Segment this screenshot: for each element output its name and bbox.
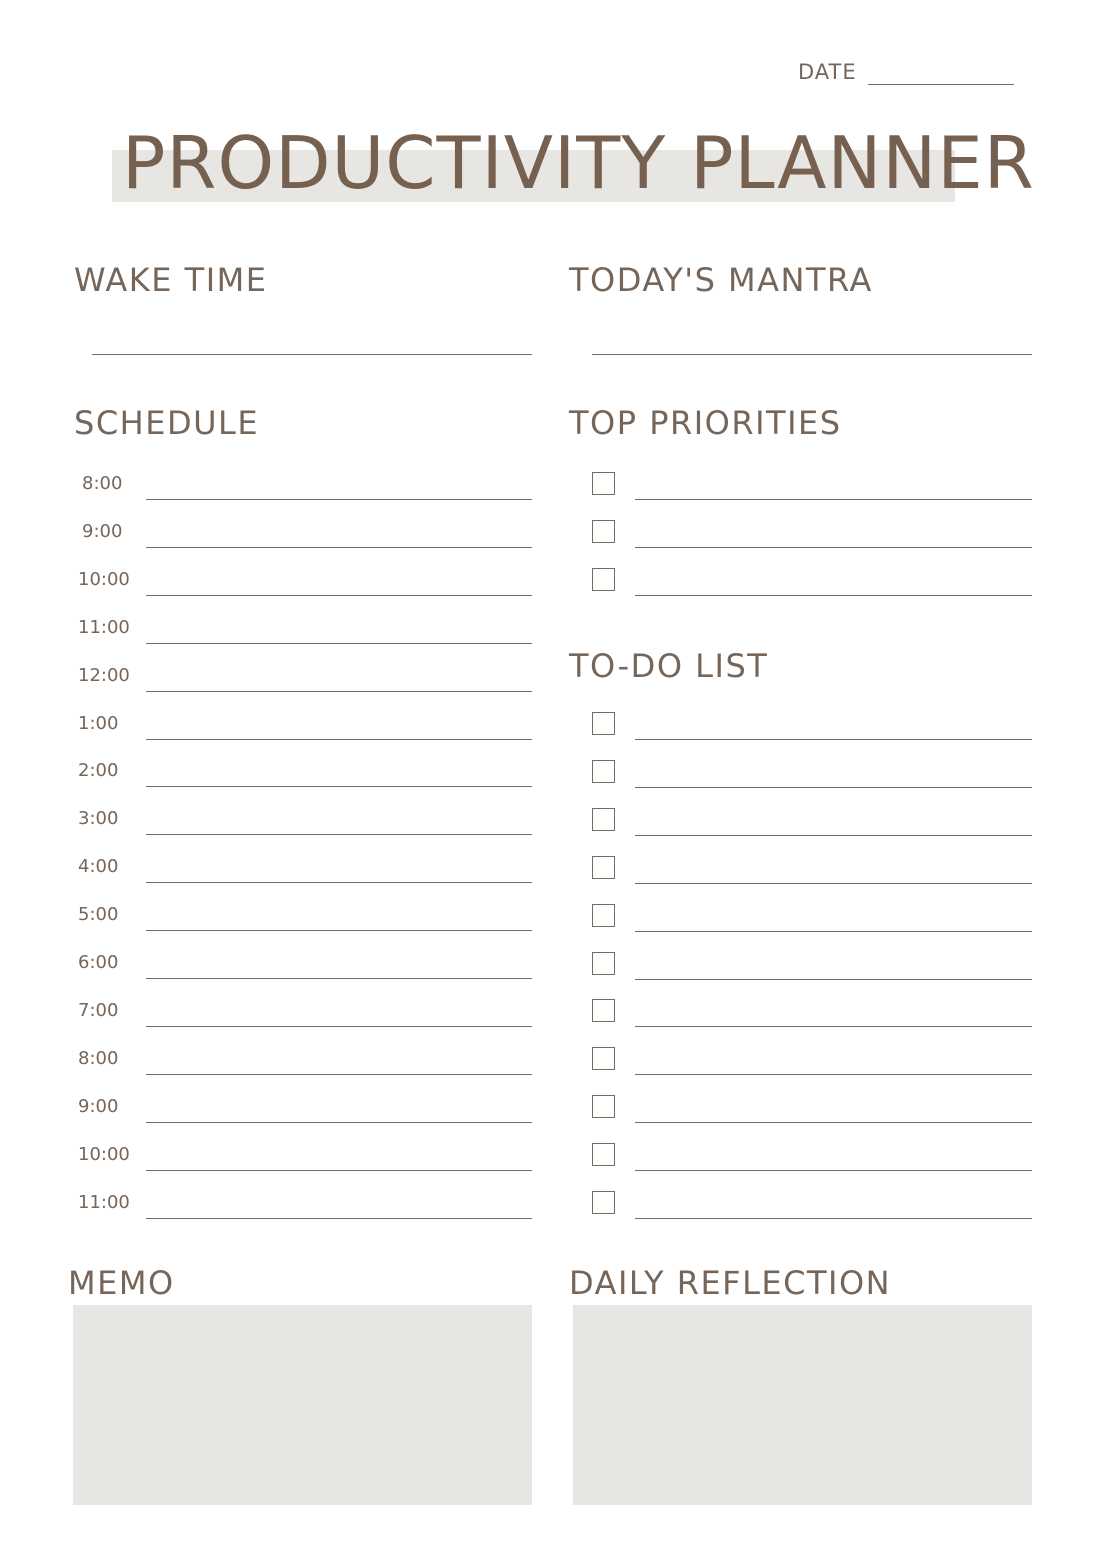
schedule-entry-line[interactable] [146,930,532,931]
todo-entry-line[interactable] [635,1170,1032,1171]
schedule-time: 10:00 [78,568,130,590]
todo-checkbox[interactable] [592,904,615,927]
schedule-entry-line[interactable] [146,1218,532,1219]
top-priorities-heading: TOP PRIORITIES [569,404,842,442]
todo-checkbox[interactable] [592,1047,615,1070]
date-field[interactable] [868,84,1014,85]
schedule-entry-line[interactable] [146,786,532,787]
schedule-time: 2:00 [78,760,119,782]
wake-time-heading: WAKE TIME [74,261,268,299]
todo-checkbox[interactable] [592,1143,615,1166]
schedule-entry-line[interactable] [146,499,532,500]
todays-mantra-heading: TODAY'S MANTRA [569,261,873,299]
priority-entry-line[interactable] [635,499,1032,500]
schedule-time: 8:00 [82,473,123,494]
schedule-entry-line[interactable] [146,739,532,740]
schedule-time: 5:00 [78,904,119,926]
daily-reflection-box[interactable] [573,1305,1032,1505]
schedule-time: 4:00 [78,856,119,878]
todo-checkbox[interactable] [592,760,615,783]
daily-reflection-heading: DAILY REFLECTION [569,1264,892,1302]
schedule-time: 9:00 [78,1095,119,1117]
priority-checkbox[interactable] [592,472,615,495]
todo-entry-line[interactable] [635,1074,1032,1075]
todo-entry-line[interactable] [635,883,1032,884]
todo-entry-line[interactable] [635,931,1032,932]
todo-checkbox[interactable] [592,856,615,879]
schedule-entry-line[interactable] [146,978,532,979]
schedule-time: 11:00 [78,616,130,638]
schedule-entry-line[interactable] [146,834,532,835]
schedule-entry-line[interactable] [146,882,532,883]
memo-box[interactable] [73,1305,532,1505]
todo-list-heading: TO-DO LIST [569,647,769,685]
schedule-time: 12:00 [78,664,130,686]
todo-entry-line[interactable] [635,835,1032,836]
schedule-entry-line[interactable] [146,1170,532,1171]
todo-checkbox[interactable] [592,712,615,735]
schedule-time: 9:00 [82,520,123,542]
priority-entry-line[interactable] [635,547,1032,548]
todo-checkbox[interactable] [592,1095,615,1118]
todo-entry-line[interactable] [635,739,1032,740]
todays-mantra-field[interactable] [592,354,1032,355]
todo-checkbox[interactable] [592,1191,615,1214]
todo-entry-line[interactable] [635,1026,1032,1027]
schedule-entry-line[interactable] [146,1122,532,1123]
schedule-entry-line[interactable] [146,691,532,692]
schedule-entry-line[interactable] [146,643,532,644]
priority-checkbox[interactable] [592,520,615,543]
schedule-entry-line[interactable] [146,1026,532,1027]
schedule-entry-line[interactable] [146,547,532,548]
schedule-time: 8:00 [78,1047,119,1069]
wake-time-field[interactable] [92,354,532,355]
priority-entry-line[interactable] [635,595,1032,596]
memo-heading: MEMO [68,1264,175,1302]
page-title: PRODUCTIVITY PLANNER [122,121,1035,205]
schedule-entry-line[interactable] [146,595,532,596]
todo-entry-line[interactable] [635,1122,1032,1123]
todo-checkbox[interactable] [592,952,615,975]
schedule-time: 6:00 [78,952,119,973]
date-label: DATE [798,60,857,84]
schedule-time: 3:00 [78,808,119,830]
schedule-time: 10:00 [78,1143,130,1165]
schedule-time: 1:00 [78,712,119,734]
todo-checkbox[interactable] [592,999,615,1022]
todo-entry-line[interactable] [635,1218,1032,1219]
todo-entry-line[interactable] [635,787,1032,788]
schedule-entry-line[interactable] [146,1074,532,1075]
schedule-time: 7:00 [78,999,119,1021]
todo-entry-line[interactable] [635,979,1032,980]
priority-checkbox[interactable] [592,568,615,591]
schedule-time: 11:00 [78,1191,130,1213]
todo-checkbox[interactable] [592,808,615,831]
schedule-heading: SCHEDULE [74,404,260,442]
